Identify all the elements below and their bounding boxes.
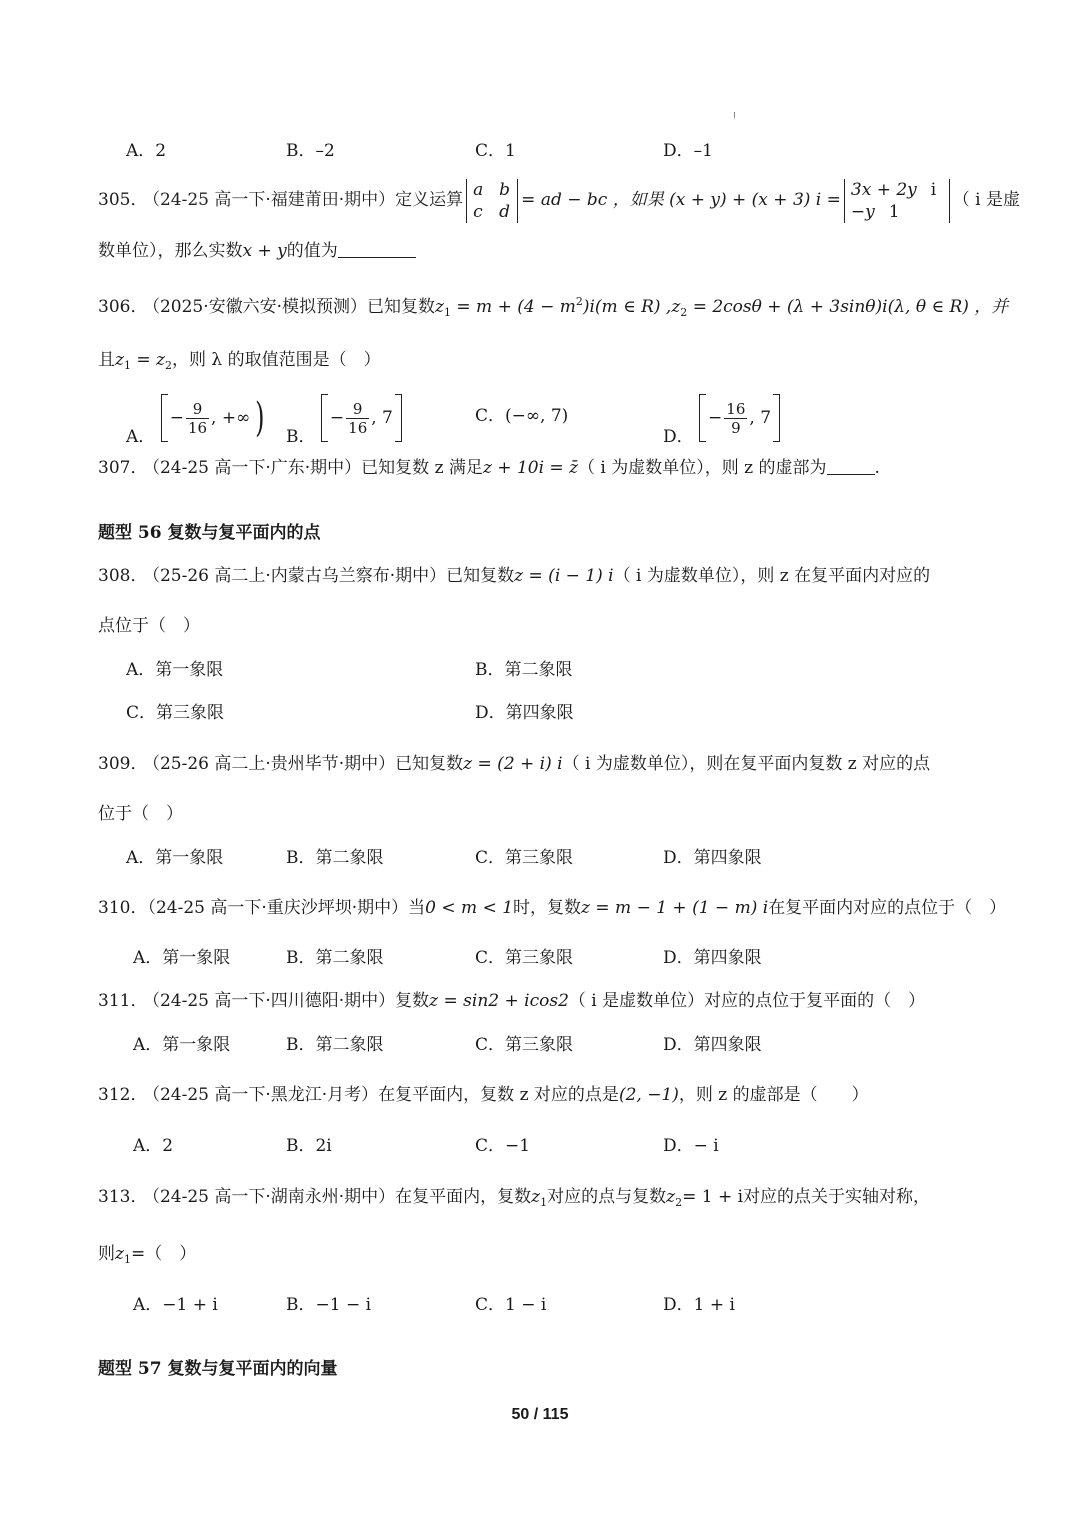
question-text: （ i 为虚数单位），则 z 的虚部为 [578, 458, 827, 478]
question-306: 306． （2025·安徽六安·模拟预测）已知复数$z_1 = m + (4 - m^2)i(m$ ∈ R) $,z_2 = 2\cos\theta + (\lambda + 3\sin\theta)i(\lambda$, θ ∈ R) ，并 [98, 295, 1009, 319]
option-b [286, 394, 402, 461]
math-expr: (x + y) + (x + 3) i = [669, 190, 841, 210]
fraction [186, 400, 209, 437]
question-text: （24-25 高一下·重庆沙坪坝·期中）当 [147, 898, 426, 918]
math-expr: − [329, 408, 345, 428]
question-308 [98, 564, 982, 588]
numerator: 9 [346, 400, 369, 419]
question-text: ，则 λ 的取值范围是（ ） [172, 350, 381, 370]
math-expr: z = (i − 1) i [514, 566, 614, 586]
option-a: A．2 [126, 141, 167, 161]
option-b: B．−1 − i [286, 1295, 372, 1315]
question-text: 对应的点关于实轴对称， [743, 1187, 931, 1207]
det-cell: b [499, 179, 511, 200]
math-var: z [531, 1187, 541, 1207]
option-c: C．第三象限 [475, 1035, 574, 1055]
numerator: 9 [186, 400, 209, 419]
question-text: （24-25 高一下·黑龙江·月考）在复平面内，复数 z 对应的点是 [151, 1085, 619, 1105]
option-d: D．第四象限 [475, 703, 574, 723]
math-expr: = ad − bc ，如果 [521, 190, 664, 210]
question-text: （24-25 高一下·湖南永州·期中）在复平面内，复数 [151, 1187, 532, 1207]
question-text: 数单位），那么实数 [98, 241, 243, 261]
det-cell: a [473, 179, 484, 200]
question-305 [98, 176, 1021, 224]
question-305-line2 [98, 239, 982, 263]
math-var: z [666, 1187, 676, 1207]
question-text: （24-25 高一下·四川德阳·期中）复数 [151, 991, 430, 1011]
option-d: D．− i [663, 1136, 719, 1156]
question-313: 313． （24-25 高一下·湖南永州·期中）在复平面内，复数$z_1$对应的点与复数$z_2= 1 + i$对应的点关于实轴对称， [98, 1187, 931, 1209]
question-text: 则 [98, 1244, 115, 1264]
left-bracket [161, 394, 168, 442]
det-cell: d [499, 201, 511, 222]
math-expr: , 7 [749, 408, 772, 428]
math-expr: , +∞ [211, 408, 251, 428]
question-number: 308． [98, 566, 148, 586]
option-a: A．第一象限 [133, 1035, 231, 1055]
option-a: A． − $\frac{9}{16}$ , +∞ ) [126, 395, 265, 447]
determinant [466, 179, 518, 223]
option-b: B．第二象限 [286, 948, 384, 968]
denominator: 16 [187, 418, 208, 437]
det-cell: 1 [888, 201, 900, 222]
section-heading: 题型 56 复数与复平面内的点 [98, 523, 321, 543]
question-309-line2: 位于（ ） [98, 804, 183, 824]
math-expr: = 2cosθ + (λ + 3sinθ)i(λ, θ ∈ R) ，并 [692, 297, 1009, 317]
question-311 [98, 989, 982, 1013]
math-expr: z = (2 + i) i [463, 754, 563, 774]
math-expr: z + 10i = z̄ [482, 458, 579, 478]
question-text: （ i 为虚数单位），则 z 在复平面内对应的 [613, 566, 931, 586]
math-expr: − [708, 408, 723, 428]
math-expr: (−∞, 7) [505, 406, 569, 426]
question-text: 对应的点与复数 [547, 1187, 667, 1207]
option-a: A．第一象限 [126, 660, 224, 680]
option-b: B．第二象限 [286, 1035, 384, 1055]
question-306-line2: 且$z_1 = z_2$，则 λ 的取值范围是（ ） [98, 350, 381, 372]
question-text: 且 [98, 350, 115, 370]
question-text: （25-26 高二上·内蒙古乌兰察布·期中）已知复数 [151, 566, 515, 586]
question-number: 312． [98, 1085, 148, 1105]
option-a: A．第一象限 [133, 948, 231, 968]
left-bracket [321, 394, 328, 442]
denominator: 9 [731, 418, 741, 437]
question-312 [98, 1083, 982, 1107]
question-310 [98, 896, 1007, 920]
math-expr: = m + (4 − m [456, 297, 576, 317]
question-text: （ i 是虚数单位）对应的点位于复平面的（ ） [568, 991, 926, 1011]
option-label: B． [286, 427, 316, 447]
right-bracket [395, 394, 402, 442]
question-text: 的值为 [286, 241, 338, 261]
answer-blank [338, 241, 416, 258]
option-d: D．1 + i [663, 1295, 735, 1315]
option-label: A． [126, 427, 156, 447]
math-expr: (2, −1) [618, 1085, 679, 1105]
question-text: 在复平面内对应的点位于（ ） [768, 898, 1007, 918]
option-d: D．第四象限 [663, 848, 762, 868]
question-text: （24-25 高一下·广东·期中）已知复数 z 满足 [151, 458, 483, 478]
option-a: A．第一象限 [126, 848, 224, 868]
math-expr: x + y [242, 241, 287, 261]
option-a: A．−1 + i [133, 1295, 218, 1315]
option-c: C．第三象限 [126, 703, 225, 723]
question-number: 311． [98, 991, 148, 1011]
det-cell: c [473, 201, 483, 222]
math-expr: z = m − 1 + (1 − m) i [581, 898, 769, 918]
question-text: （ i 为虚数单位），则在复平面内复数 z 对应的点 [562, 754, 931, 774]
question-308-line2: 点位于（ ） [98, 616, 200, 636]
section-heading: 题型 57 复数与复平面内的向量 [98, 1359, 338, 1379]
det-cell: i [930, 179, 937, 200]
numerator: 16 [726, 399, 746, 418]
question-number: 305． [98, 190, 148, 210]
denominator: 16 [348, 418, 368, 437]
fraction [724, 400, 747, 437]
question-text: （24-25 高一下·福建莆田·期中）定义运算 [151, 190, 464, 210]
math-expr: )i(m ∈ R) , [582, 297, 672, 317]
math-expr: = [136, 350, 151, 370]
option-c: C．1 [475, 141, 516, 161]
math-var: z [671, 297, 681, 317]
math-expr: z = sin2 + icos2 [429, 991, 569, 1011]
question-number: 306． [98, 297, 148, 317]
question-text: （ i 是虚 [952, 190, 1021, 210]
option-c: C．1 − i [475, 1295, 547, 1315]
option-b: B．第二象限 [286, 848, 384, 868]
question-text: =（ ） [130, 1244, 197, 1264]
question-text: （2025·安徽六安·模拟预测）已知复数 [151, 297, 436, 317]
option-c: C．第三象限 [475, 948, 574, 968]
option-d: D．第四象限 [663, 948, 762, 968]
math-expr: 0 < m < 1 [425, 898, 514, 918]
math-var: z [435, 297, 444, 317]
page-number: 50 / 115 [511, 1406, 569, 1423]
question-text: ，则 z 的虚部是（ ） [678, 1085, 869, 1105]
option-b: B．第二象限 [475, 660, 573, 680]
question-number: 309． [98, 754, 148, 774]
question-307 [98, 456, 982, 480]
determinant [844, 179, 950, 223]
option-d [663, 394, 780, 461]
right-bracket [773, 394, 780, 442]
math-var: z [115, 1244, 124, 1264]
question-309 [98, 752, 982, 776]
option-c: C．−1 [475, 1136, 531, 1156]
option-a: A．2 [133, 1136, 174, 1156]
det-cell: 3x + 2y [850, 179, 917, 200]
option-d: D．–1 [663, 141, 713, 161]
question-text: 时，复数 [513, 898, 582, 918]
option-b: B．2i [286, 1136, 332, 1156]
option-d: D．第四象限 [663, 1035, 762, 1055]
question-text: . [874, 458, 880, 478]
option-b: B．–2 [286, 141, 335, 161]
question-text: （25-26 高二上·贵州毕节·期中）已知复数 [151, 754, 464, 774]
question-number: 307． [98, 458, 148, 478]
scan-mark [734, 112, 735, 118]
fraction [346, 400, 369, 437]
option-c [475, 404, 568, 428]
question-313-line2: 则$z_1=$（ ） [98, 1244, 197, 1266]
option-c: C．第三象限 [475, 848, 574, 868]
math-expr: , 7 [371, 408, 393, 428]
option-label: D． [663, 427, 694, 447]
math-var: z [115, 350, 124, 370]
option-label: C． [475, 406, 506, 426]
math-expr: − [169, 408, 184, 428]
left-bracket [699, 394, 706, 442]
question-number: 310． [98, 898, 148, 918]
math-var: z [156, 350, 165, 370]
question-number: 313． [98, 1187, 148, 1207]
math-expr: = 1 + i [682, 1187, 744, 1207]
det-cell: −y [850, 201, 875, 222]
answer-blank [827, 458, 875, 475]
